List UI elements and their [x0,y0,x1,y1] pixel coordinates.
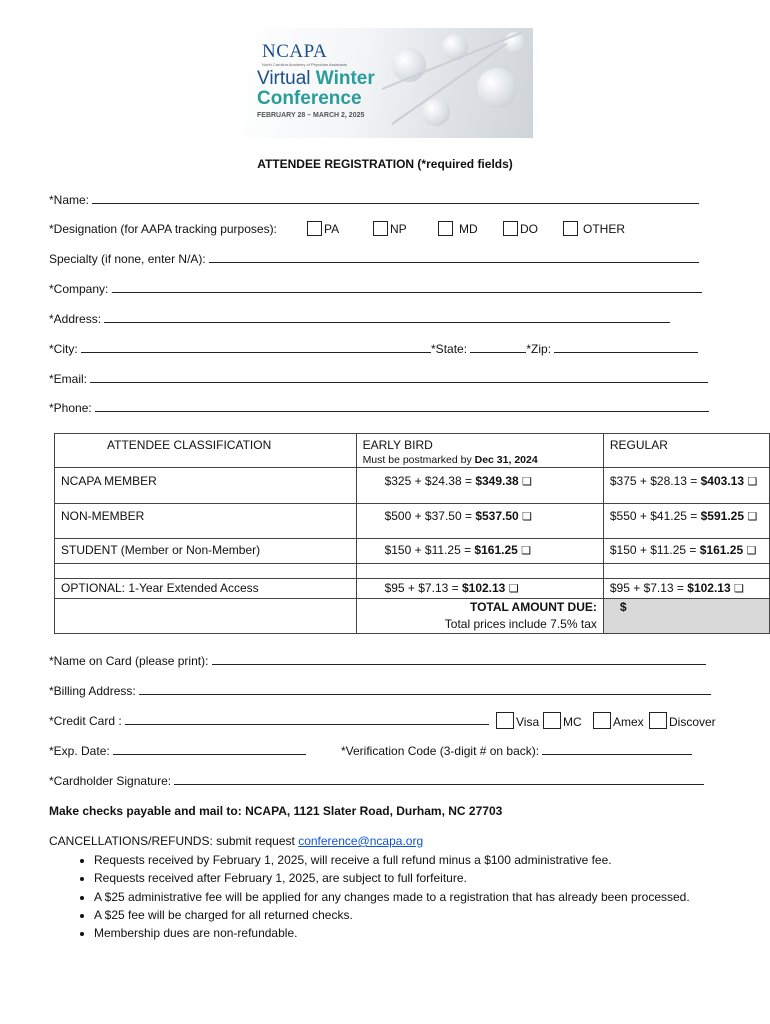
total-label: TOTAL AMOUNT DUE: [469,600,597,614]
email-row [49,372,708,386]
visa-checkbox[interactable] [496,712,514,729]
table-spacer-row [55,564,770,579]
pa-label: PA [324,222,340,236]
email-input-line[interactable] [90,372,708,383]
pa-checkbox[interactable] [307,221,322,236]
header-early-bird [356,434,603,468]
cancellations-heading [49,834,423,848]
table-row [55,504,770,539]
ncapa-logo: NCAPA [262,41,328,62]
address-row [49,312,670,326]
city-input-line[interactable] [81,342,431,353]
other-label: OTHER [583,222,625,236]
cancellation-policy-list [49,851,690,942]
amex-checkbox[interactable] [593,712,611,729]
credit-card-input-line[interactable] [125,714,489,725]
signature-input-line[interactable] [174,774,704,785]
designation-option-do[interactable] [503,221,538,236]
specialty-row [49,252,699,266]
checks-mailing-note: Make checks payable and mail to: NCAPA, 1121 Slater Road, Durham, NC 27703 [49,804,503,818]
name-on-card-row [49,654,706,668]
checkbox-icon: ❏ [522,476,532,488]
name-on-card-input-line[interactable] [212,654,706,665]
md-checkbox[interactable] [438,221,453,236]
credit-card-label: *Credit Card : [49,714,122,728]
total-row [55,599,770,634]
regular-price-cell[interactable]: $95 + $7.13 = $102.13 ❏ [603,579,769,599]
billing-address-row [49,684,711,698]
total-note: Total prices include 7.5% tax [444,617,597,631]
checkbox-icon: ❏ [734,583,744,595]
banner-dates: FEBRUARY 28 – MARCH 2, 2025 [257,112,365,119]
card-option-visa[interactable] [496,712,539,729]
address-input-line[interactable] [104,312,670,323]
regular-price-cell[interactable]: $375 + $28.13 = $403.13 ❏ [603,468,769,504]
do-checkbox[interactable] [503,221,518,236]
row-label: NON-MEMBER [55,504,357,539]
row-label: STUDENT (Member or Non-Member) [55,539,357,564]
early-price-cell[interactable]: $95 + $7.13 = $102.13 ❏ [356,579,603,599]
header-regular: REGULAR [603,434,769,468]
signature-row [49,774,704,788]
signature-label: *Cardholder Signature: [49,774,172,788]
designation-option-pa[interactable] [307,221,339,236]
checkbox-icon: ❏ [521,545,532,557]
company-input-line[interactable] [112,282,702,293]
table-header-row [55,434,770,468]
list-item: • Membership dues are non-refundable. [94,924,690,942]
early-price-cell[interactable]: $150 + $11.25 = $161.25 ❏ [356,539,603,564]
checkbox-icon: ❏ [746,545,757,557]
card-option-amex[interactable] [593,712,644,729]
early-price-cell[interactable]: $500 + $37.50 = $537.50 ❏ [356,504,603,539]
verification-label: *Verification Code (3-digit # on back): [341,744,540,758]
conference-email-link[interactable]: conference@ncapa.org [298,834,424,848]
discover-checkbox[interactable] [649,712,667,729]
specialty-input-line[interactable] [209,252,699,263]
company-label: *Company: [49,282,109,296]
name-label: *Name: [49,193,90,207]
designation-option-md[interactable] [438,221,478,236]
total-label-cell [356,599,603,634]
np-checkbox[interactable] [373,221,388,236]
cancellations-label: CANCELLATIONS/REFUNDS: submit request [49,834,299,848]
early-bird-label: EARLY BIRD [362,438,433,452]
list-item: • Requests received by February 1, 2025, will receive a full refund minus a $100 administrative fee. [94,851,690,869]
name-row [49,193,699,207]
ncapa-logo-subtitle: North Carolina Academy of Physician Assistants [262,62,348,67]
np-label: NP [390,222,407,236]
discover-label: Discover [669,715,716,729]
zip-input-line[interactable] [554,342,698,353]
fee-table [54,433,770,634]
exp-date-label: *Exp. Date: [49,744,110,758]
credit-card-row [49,714,489,728]
card-option-mc[interactable] [543,712,582,729]
billing-address-input-line[interactable] [139,684,711,695]
company-row [49,282,702,296]
state-input-line[interactable] [470,342,526,353]
designation-option-other[interactable] [563,221,625,236]
do-label: DO [520,222,538,236]
verification-row [341,744,692,758]
email-label: *Email: [49,372,88,386]
state-label: *State: [431,342,468,356]
list-item: • A $25 fee will be charged for all returned checks. [94,906,690,924]
table-row [55,468,770,504]
city-row [49,342,698,356]
city-label: *City: [49,342,78,356]
designation-option-np[interactable] [373,221,407,236]
checkbox-icon: ❏ [747,511,758,523]
early-price-cell[interactable]: $325 + $24.38 = $349.38 ❏ [356,468,603,504]
other-checkbox[interactable] [563,221,578,236]
phone-input-line[interactable] [95,401,709,412]
md-label: MD [459,222,478,236]
phone-row [49,401,709,415]
header-classification: ATTENDEE CLASSIFICATION [55,434,357,468]
list-item: • Requests received after February 1, 2025, are subject to full forfeiture. [94,869,690,887]
row-label: NCAPA MEMBER [55,468,357,504]
specialty-label: Specialty (if none, enter N/A): [49,252,206,266]
regular-price-cell[interactable]: $150 + $11.25 = $161.25 ❏ [603,539,769,564]
designation-row [49,222,277,236]
checkbox-icon: ❏ [522,511,532,523]
mc-label: MC [563,715,582,729]
conference-banner [242,28,533,138]
verification-input-line[interactable] [542,744,692,755]
designation-label: *Designation (for AAPA tracking purposes): [49,222,277,236]
total-amount-cell[interactable]: $ [603,599,769,634]
zip-label: *Zip: [526,342,552,356]
address-label: *Address: [49,312,102,326]
phone-label: *Phone: [49,401,92,415]
mc-checkbox[interactable] [543,712,561,729]
table-row [55,579,770,599]
form-title: ATTENDEE REGISTRATION (*required fields) [257,157,513,171]
name-on-card-label: *Name on Card (please print): [49,654,209,668]
exp-date-row [49,744,306,758]
row-label: OPTIONAL: 1-Year Extended Access [55,579,357,599]
checkbox-icon: ❏ [508,583,519,595]
banner-line-2: Conference [257,88,362,109]
visa-label: Visa [516,715,540,729]
list-item: • A $25 administrative fee will be applied for any changes made to a registration that has already been processed. [94,888,690,906]
card-option-discover[interactable] [649,712,716,729]
table-row [55,539,770,564]
billing-address-label: *Billing Address: [49,684,136,698]
exp-date-input-line[interactable] [113,744,306,755]
banner-line-1: Virtual Winter [257,68,375,89]
early-bird-note: Must be postmarked by Dec 31, 2024 [362,454,538,466]
checkbox-icon: ❏ [747,476,758,488]
amex-label: Amex [613,715,644,729]
name-input-line[interactable] [92,193,699,204]
regular-price-cell[interactable]: $550 + $41.25 = $591.25 ❏ [603,504,769,539]
